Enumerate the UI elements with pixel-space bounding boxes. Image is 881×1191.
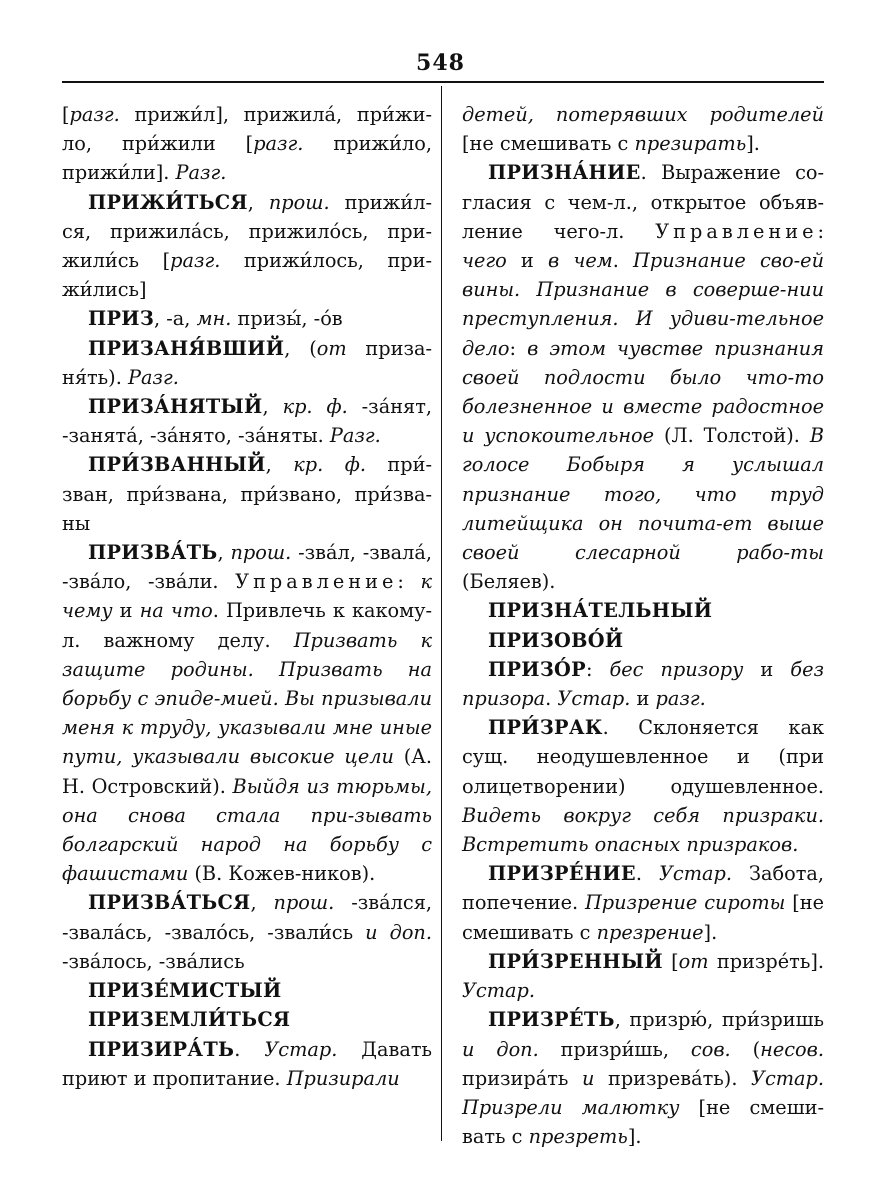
headword: ПРИЗИРА́ТЬ — [88, 1037, 235, 1061]
italic-text: Признание сво-ей вины. Признание в соверше-нии преступления. И удиви-тельное дело — [462, 249, 824, 360]
italic-text: кр. ф. — [282, 395, 348, 419]
entry-text: Забота, попечение. — [462, 862, 824, 915]
italic-text: прош. — [230, 541, 292, 565]
entry-text: ]. — [627, 1125, 642, 1149]
dictionary-entry — [62, 1005, 432, 1034]
left-column — [62, 100, 432, 1093]
dictionary-entry — [62, 976, 432, 1005]
italic-text: прош. — [268, 190, 330, 214]
italic-text: Призрение сироты — [584, 891, 786, 915]
dictionary-entry — [462, 655, 824, 713]
dictionary-entry — [62, 304, 432, 333]
italic-text: от — [316, 336, 347, 360]
dictionary-entry — [62, 538, 432, 888]
entry-text: [не смешивать с — [462, 132, 635, 156]
dictionary-entry — [62, 392, 432, 450]
entry-text: . Привлечь к какому-л. важному делу. — [62, 599, 433, 652]
entry-text: (В. Кожев-ников). — [188, 862, 376, 886]
italic-text: в этом чувстве признания своей подлости было что-то болезненное и вместе радостное и успокоительное — [462, 336, 824, 448]
entry-text: -за́нят, -занята́, -за́нято, -за́няты. — [62, 395, 433, 448]
headword: ПРИЗАНЯ́ВШИЙ — [88, 336, 285, 360]
headword: ПРИЗЕМЛИ́ТЬСЯ — [88, 1008, 291, 1032]
entry-text: , — [265, 453, 294, 477]
italic-text: презрение — [596, 920, 704, 944]
entry-text: призрева́ть). — [594, 1066, 752, 1090]
entry-text: . Склоняется как сущ. неодушевленное и (при олицетворении) одушевленное. — [462, 716, 824, 798]
dictionary-entry — [62, 334, 432, 392]
entry-text: . — [635, 862, 659, 886]
header-rule — [62, 81, 824, 83]
entry-text: , — [217, 541, 231, 565]
entry-text: ]. — [703, 920, 718, 944]
entry-text: призре́ть]. — [708, 949, 824, 973]
entry-text: прижи́ло, прижи́ли]. — [62, 132, 433, 185]
right-column — [462, 100, 824, 1151]
italic-text: презреть — [528, 1125, 628, 1149]
page-number: 548 — [416, 50, 465, 76]
italic-text: кр. ф. — [293, 453, 366, 477]
headword: ПРИ́ЗРАК — [488, 716, 603, 740]
italic-text: сов. — [690, 1037, 731, 1061]
entry-text: ( — [730, 1037, 761, 1061]
headword: ПРИЗЕ́МИСТЫЙ — [88, 979, 282, 1003]
headword: ПРИЗА́НЯТЫЙ — [88, 395, 263, 419]
entry-text: (А. Н. Островский). — [62, 745, 432, 798]
entry-text: Давать приют и пропитание. — [62, 1037, 432, 1090]
entry-text: и — [743, 657, 791, 681]
italic-text: Призвать к защите родины. Призвать на борьбу с эпиде-мией. Вы призывали меня к труду, указывали мне иные пути, указывали высокие цели — [62, 628, 432, 769]
entry-text: : — [585, 657, 610, 681]
entry-text: призы́, -о́в — [231, 307, 343, 331]
entry-text: (Л. Толстой). — [654, 424, 810, 448]
italic-text: чего — [462, 249, 507, 273]
dictionary-entry — [462, 1005, 824, 1151]
entry-text: , — [250, 891, 274, 915]
italic-text: Видеть вокруг себя призраки. Встретить опасных призраков. — [462, 803, 824, 857]
italic-text: бес призору — [609, 657, 744, 681]
headword: ПРИЗ — [88, 307, 155, 331]
dictionary-entry — [462, 596, 824, 625]
dictionary-entry — [62, 888, 432, 976]
italic-text: Разг. — [329, 424, 381, 448]
dictionary-entry — [462, 859, 824, 947]
continuation-text — [62, 100, 432, 188]
column-divider — [441, 86, 442, 1141]
dictionary-entry — [462, 626, 824, 655]
entry-text: и — [112, 599, 140, 623]
entry-text: призри́шь, — [538, 1037, 691, 1061]
italic-text: и — [581, 1066, 595, 1090]
entry-text: [ — [62, 103, 70, 126]
spaced-label: Управление — [235, 570, 398, 594]
italic-text: и доп. — [365, 920, 432, 944]
entry-text: -зва́лся, -звала́сь, -звало́сь, -звали́сь — [62, 891, 432, 944]
italic-text: на что — [139, 599, 213, 623]
italic-text: Призирали — [286, 1066, 400, 1090]
entry-text: призира́ть — [462, 1066, 582, 1090]
italic-text: Устар. — [462, 979, 535, 1003]
entry-text: , ( — [284, 336, 317, 360]
italic-text: Устар. — [659, 862, 732, 886]
entry-text: приза-ня́ть). — [62, 336, 433, 389]
italic-text: разг. — [170, 249, 221, 273]
dictionary-entry — [462, 947, 824, 1005]
entry-text: : — [509, 336, 528, 360]
entry-text: , — [247, 190, 269, 214]
italic-text: разг. — [655, 687, 706, 711]
italic-text: Разг. — [127, 365, 179, 389]
entry-text: при́-зван, при́звана, при́звано, при́зва-ны — [62, 453, 432, 535]
entry-text: : — [397, 570, 421, 594]
italic-text: без призора — [462, 657, 824, 711]
italic-text: разг. — [253, 132, 304, 156]
italic-text: разг. — [69, 103, 120, 126]
headword: ПРИЗНА́ТЕЛЬНЫЙ — [488, 599, 713, 623]
entry-text: (Беляев). — [462, 570, 556, 594]
entry-text: [не смешивать с — [462, 891, 824, 944]
italic-text: Устар. — [557, 687, 631, 711]
dictionary-entry — [62, 450, 432, 538]
headword: ПРИЗОВО́Й — [488, 628, 624, 652]
headword: ПРИЗВА́ТЬ — [88, 541, 218, 565]
entry-text: , призрю́, при́зришь — [614, 1008, 824, 1032]
headword: ПРИЗО́Р — [488, 657, 586, 681]
entry-text: . — [234, 1037, 265, 1061]
dictionary-entry — [62, 1035, 432, 1093]
italic-text: детей, потерявших родителей — [462, 103, 824, 126]
continuation-text — [462, 100, 824, 158]
dictionary-entry — [62, 188, 432, 305]
entry-text: ]. — [746, 132, 760, 156]
italic-text: несов. — [760, 1037, 824, 1061]
italic-text: Выйдя из тюрьмы, она снова стала при-зывать болгарский народ на борьбу с фашистами — [62, 774, 432, 886]
dictionary-entry — [462, 158, 824, 596]
entry-text: : — [817, 219, 824, 243]
spaced-label: Управление — [655, 219, 818, 243]
headword: ПРИЗРЕ́НИЕ — [488, 862, 636, 886]
entry-text: -зва́лось, -зва́лись — [62, 949, 245, 973]
italic-text: к чему — [62, 570, 432, 623]
entry-text: -зва́л, -звала́, -зва́ло, -зва́ли. — [62, 541, 432, 594]
entry-text: и — [630, 687, 656, 711]
italic-text: и доп. — [462, 1037, 539, 1061]
entry-text: прижи́л], прижила́, при́жи-ло, при́жили [ — [62, 103, 432, 156]
entry-text: [ — [662, 949, 679, 973]
italic-text: презирать — [634, 132, 747, 156]
italic-text: мн. — [196, 307, 232, 331]
entry-text: . Выражение со-гласия с чем-л., открытое объяв-ление чего-л. — [462, 161, 824, 243]
headword: ПРИЗНА́НИЕ — [488, 161, 641, 185]
entry-text: . — [612, 249, 634, 273]
headword: ПРИ́ЗРЕННЫЙ — [488, 949, 663, 973]
entry-text: прижи́лось, при-жи́лись] — [62, 249, 433, 302]
italic-text: Устар. Призрели малютку — [462, 1066, 824, 1119]
entry-text: , — [262, 395, 283, 419]
italic-text: в чем — [547, 249, 613, 273]
entry-text: [не смеши-вать с — [462, 1095, 824, 1149]
headword: ПРИ́ЗВАННЫЙ — [88, 453, 266, 477]
italic-text: Разг. — [175, 161, 227, 185]
italic-text: Устар. — [264, 1037, 338, 1061]
headword: ПРИЖИ́ТЬСЯ — [88, 190, 248, 214]
entry-text: . — [545, 687, 558, 711]
italic-text: прош. — [273, 891, 335, 915]
entry-text: и — [506, 249, 548, 273]
dictionary-entry — [462, 713, 824, 859]
italic-text: В голосе Бобыря я услышал признание того, что труд литейщика он почита-ет выше своей слесарной рабо-ты — [462, 424, 824, 565]
entry-text: , -а, — [154, 307, 197, 331]
headword: ПРИЗВА́ТЬСЯ — [88, 891, 251, 915]
entry-text: прижи́л-ся, прижила́сь, прижило́сь, при-жили́сь [ — [62, 190, 432, 273]
italic-text: от — [678, 949, 709, 973]
headword: ПРИЗРЕ́ТЬ — [488, 1008, 615, 1032]
